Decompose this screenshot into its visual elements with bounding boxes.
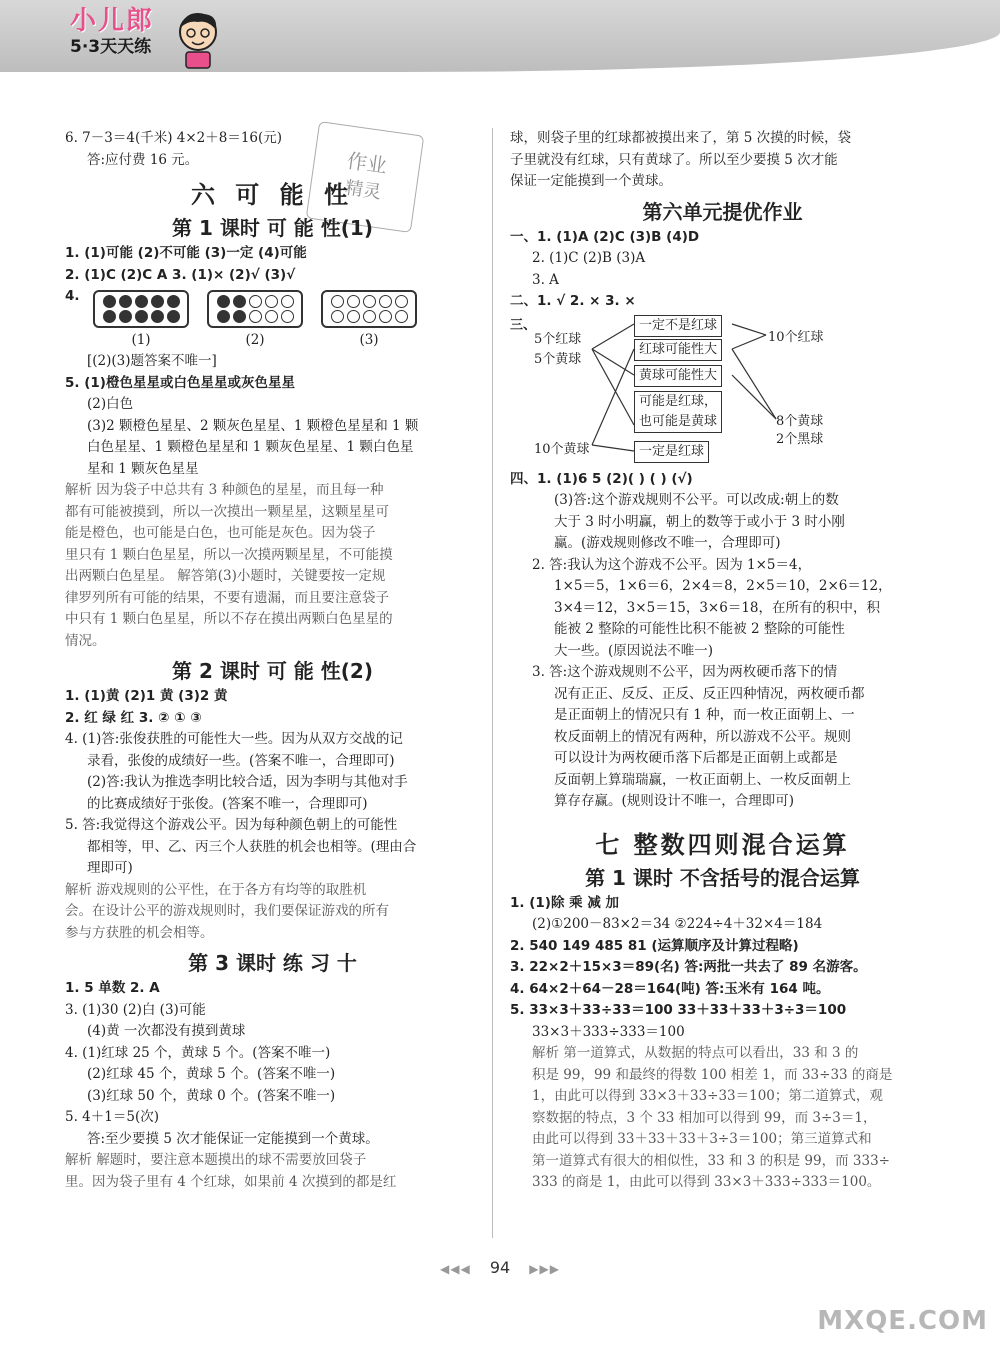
brand-subtitle: 5·3天天练 bbox=[70, 37, 152, 57]
answer-line: 星和 1 颗灰色星星 bbox=[87, 460, 199, 477]
answer-line: 2. 红 绿 红 3. ② ① ③ bbox=[65, 709, 202, 726]
match-box: 黄球可能性大 bbox=[634, 365, 722, 387]
analysis-line: 察数据的特点，3 个 33 相加可以得到 99，而 3÷3＝1， bbox=[532, 1109, 877, 1126]
mascot-icon bbox=[172, 8, 224, 70]
section-title: 第六单元提优作业 bbox=[642, 199, 803, 224]
answer-line: 赢。(游戏规则修改不唯一，合理即可) bbox=[554, 535, 781, 551]
answer-line: 球，则袋子里的红球都被摸出来了，第 5 次摸的时候，袋 bbox=[510, 130, 852, 146]
answer-line: 1. 5 单数 2. A bbox=[65, 980, 160, 996]
match-box: 红球可能性大 bbox=[634, 339, 722, 361]
analysis-line: 积是 99，99 和最终的得数 100 相差 1，而 33÷33 的商是 bbox=[532, 1066, 893, 1083]
analysis-block bbox=[65, 1150, 480, 1193]
answer-line: 1×5＝5，1×6＝6，2×4＝8，2×5＝10，2×6＝12， bbox=[554, 578, 892, 594]
left-column bbox=[65, 128, 480, 1193]
analysis-line: 第一道算式有很大的相似性，33 和 3 的积是 99，而 333÷ bbox=[532, 1152, 890, 1169]
dot-box-3 bbox=[321, 290, 417, 328]
analysis-line: 能是橙色，也可能是白色，也可能是灰色。因为袋子 bbox=[65, 525, 376, 541]
answer-line: (4)黄 一次都没有摸到黄球 bbox=[87, 1023, 246, 1039]
arrows-left-icon: ◀◀◀ bbox=[440, 1262, 471, 1276]
matching-diagram bbox=[510, 315, 935, 465]
answer-line: 3. 答:这个游戏规则不公平，因为两枚硬币落下的情 bbox=[532, 664, 838, 680]
analysis-block bbox=[65, 880, 480, 945]
answer-line: 大于 3 时小明赢，朝上的数等于或小于 3 时小刚 bbox=[554, 513, 845, 530]
answer-line: 四、1. (1)6 5 (2)( ) ( ) (√) bbox=[510, 470, 693, 487]
answer-line: 4. (1)答:张俊获胜的可能性大一些。因为从双方交战的记 bbox=[65, 731, 403, 747]
match-right-label: 10个红球 bbox=[768, 329, 824, 345]
answer-line: 理即可) bbox=[87, 860, 133, 876]
answer-line: 5. 33×3＋33÷33＝100 33＋33＋33＋3÷3＝100 bbox=[510, 1002, 847, 1018]
answer-line: 1. (1)除 乘 减 加 bbox=[510, 894, 620, 911]
answer-line: 况有正正、反反、正反、反正四种情况，两枚硬币都 bbox=[554, 685, 865, 702]
answer-line: 2. (1)C (2)C A 3. (1)× (2)√ (3)√ bbox=[65, 266, 296, 283]
answer-line: 的比赛成绩好于张俊。(答案不唯一，合理即可) bbox=[87, 795, 368, 812]
lesson-title: 第 1 课时 不含括号的混合运算 bbox=[585, 865, 860, 890]
answer-line: 录看，张俊的成绩好一些。(答案不唯一，合理即可) bbox=[87, 752, 395, 769]
answer-line: 3. (1)30 (2)白 (3)可能 bbox=[65, 1001, 206, 1018]
match-right-label: 2个黑球 bbox=[776, 431, 824, 447]
analysis-line: 解析 游戏规则的公平性，在于各方有均等的取胜机 bbox=[65, 881, 367, 898]
page-number-value: 94 bbox=[489, 1258, 511, 1277]
answer-line: 4. bbox=[65, 288, 80, 304]
arrows-right-icon: ▶▶▶ bbox=[529, 1262, 560, 1276]
answer-line: 一、1. (1)A (2)C (3)B (4)D bbox=[510, 228, 700, 245]
analysis-line: 1，由此可以得到 33×3＋33÷33＝100；第二道算式，观 bbox=[532, 1088, 883, 1104]
brand-logo bbox=[70, 6, 154, 58]
match-left-label: 5个黄球 bbox=[534, 351, 582, 367]
answer-line: 1. (1)黄 (2)1 黄 (3)2 黄 bbox=[65, 688, 228, 704]
answer-line: 保证一定能摸到一个黄球。 bbox=[510, 173, 672, 189]
answer-line: 是正面朝上的情况只有 1 种，而一枚正面朝上、一 bbox=[554, 707, 855, 723]
right-column bbox=[510, 128, 935, 1194]
dot-box-1 bbox=[93, 290, 189, 328]
answer-line: 反面朝上算瑞瑞赢，一枚正面朝上、一枚反面朝上 bbox=[554, 771, 851, 788]
match-box-line: 可能是红球， bbox=[639, 393, 718, 409]
analysis-line: 里。因为袋子里有 4 个红球，如果前 4 次摸到的都是红 bbox=[65, 1173, 397, 1190]
answer-line: 5. 答:我觉得这个游戏公平。因为每种颜色朝上的可能性 bbox=[65, 817, 398, 833]
page-header bbox=[0, 0, 1000, 80]
analysis-block bbox=[510, 1043, 935, 1194]
answer-line: 4. (1)红球 25 个，黄球 5 个。(答案不唯一) bbox=[65, 1044, 331, 1061]
answer-line: 1. (1)可能 (2)不可能 (3)一定 (4)可能 bbox=[65, 245, 307, 261]
answer-line: 答:应付费 16 元。 bbox=[87, 151, 199, 168]
answer-line: 2. (1)C (2)B (3)A bbox=[532, 250, 646, 266]
brand-title: 小儿郎 bbox=[70, 6, 155, 36]
answer-line: 二、1. √ 2. × 3. × bbox=[510, 293, 636, 309]
answer-line: 5. 4＋1＝5(次) bbox=[65, 1109, 159, 1125]
unit-title: 七 整数四则混合运算 bbox=[595, 830, 850, 859]
dot-boxes bbox=[65, 290, 480, 328]
match-box: 一定是红球 bbox=[634, 441, 709, 463]
answer-line: (2)红球 45 个，黄球 5 个。(答案不唯一) bbox=[87, 1066, 336, 1082]
answer-line: 子里就没有红球，只有黄球了。所以至少要摸 5 次才能 bbox=[510, 151, 838, 168]
analysis-line: 出两颗白色星星。 解答第(3)小题时，关键要按一定规 bbox=[65, 568, 386, 584]
lesson-title: 第 2 课时 可 能 性(2) bbox=[172, 659, 373, 683]
analysis-line: 会。在设计公平的游戏规则时，我们要保证游戏的所有 bbox=[65, 903, 389, 919]
stamp-text-2: 精灵 bbox=[343, 177, 383, 204]
analysis-line: 里只有 1 颗白色星星，所以一次摸两颗星星，不可能摸 bbox=[65, 546, 393, 563]
match-box: 一定不是红球 bbox=[634, 315, 722, 337]
analysis-line: 都有可能被摸到，所以一次摸出一颗星星，这颗星星可 bbox=[65, 503, 389, 520]
answer-line: 2. 540 149 485 81 (运算顺序及计算过程略) bbox=[510, 937, 799, 954]
stamp-text-1: 作业 bbox=[345, 148, 389, 178]
box-caption: (2) bbox=[245, 331, 265, 348]
analysis-line: 律罗列所有可能的结果，不要有遗漏，而且要注意袋子 bbox=[65, 589, 389, 606]
match-left-label: 5个红球 bbox=[534, 331, 582, 347]
answer-line: 可以设计为两枚硬币落下后都是正面朝上或都是 bbox=[554, 750, 838, 766]
answer-line: (2)答:我认为推选李明比较合适，因为李明与其他对手 bbox=[87, 774, 408, 790]
lesson-title: 第 3 课时 练 习 十 bbox=[188, 951, 357, 975]
analysis-line: 由此可以得到 33＋33＋33＋3÷3＝100；第三道算式和 bbox=[532, 1131, 872, 1147]
answer-line: 大一些。(原因说法不唯一) bbox=[554, 642, 714, 659]
analysis-line: 情况。 bbox=[65, 632, 106, 649]
analysis-line: 333 的商是 1，由此可以得到 33×3＋333÷333＝100。 bbox=[532, 1174, 881, 1190]
answer-line: 3×4＝12，3×5＝15，3×6＝18，在所有的积中，积 bbox=[554, 599, 881, 616]
site-watermark: MXQE.COM bbox=[817, 1306, 988, 1336]
dot-box-captions bbox=[65, 330, 480, 352]
analysis-line: 参与方获胜的机会相等。 bbox=[65, 924, 214, 941]
answer-line: 3. 22×2＋15×3＝89(名) 答:两批一共去了 89 名游客。 bbox=[510, 959, 867, 975]
analysis-block bbox=[65, 480, 480, 652]
answer-line: 6. 7－3＝4(千米) 4×2＋8＝16(元) bbox=[65, 130, 283, 146]
answer-line: 白色星星、1 颗橙色星星和 1 颗灰色星星、1 颗白色星 bbox=[87, 439, 414, 455]
analysis-line: 中只有 1 颗白色星星，所以不存在摸出两颗白色星星的 bbox=[65, 611, 393, 627]
column-divider bbox=[492, 128, 493, 1238]
box-caption: (3) bbox=[359, 331, 379, 348]
answer-line: 5. (1)橙色星星或白色星星或灰色星星 bbox=[65, 374, 295, 391]
page-number bbox=[420, 1258, 580, 1277]
answer-note: [(2)(3)题答案不唯一] bbox=[87, 353, 217, 369]
answer-line: (3)2 颗橙色星星、2 颗灰色星星、1 颗橙色星星和 1 颗 bbox=[87, 417, 419, 434]
answer-line: (3)红球 50 个，黄球 0 个。(答案不唯一) bbox=[87, 1087, 336, 1104]
match-lines bbox=[510, 315, 935, 465]
match-left-label: 10个黄球 bbox=[534, 441, 590, 457]
answer-line: 算存存赢。(规则设计不唯一，合理即可) bbox=[554, 793, 795, 809]
analysis-line: 解析 因为袋子中总共有 3 种颜色的星星，而且每一种 bbox=[65, 482, 384, 498]
answer-line: (2)①200－83×2＝34 ②224÷4＋32×4＝184 bbox=[532, 916, 823, 932]
answer-line: (2)白色 bbox=[87, 396, 134, 412]
match-section-label: 三、 bbox=[510, 317, 537, 333]
answer-line: 答:至少要摸 5 次才能保证一定能摸到一个黄球。 bbox=[87, 1130, 379, 1147]
answer-line: 4. 64×2＋64－28＝164(吨) 答:玉米有 164 吨。 bbox=[510, 980, 830, 997]
answer-line: 枚反面朝上的情况有两种，所以游戏不公平。规则 bbox=[554, 728, 851, 745]
match-box-line: 也可能是黄球 bbox=[639, 413, 718, 429]
analysis-line: 解析 解题时，要注意本题摸出的球不需要放回袋子 bbox=[65, 1152, 367, 1168]
analysis-line: 解析 第一道算式，从数据的特点可以看出，33 和 3 的 bbox=[532, 1045, 859, 1061]
lesson-title: 第 1 课时 可 能 性(1) bbox=[172, 216, 373, 240]
answer-line: 都相等，甲、乙、丙三个人获胜的机会也相等。(理由合 bbox=[87, 838, 417, 855]
match-right-label: 8个黄球 bbox=[776, 413, 824, 429]
dot-box-2 bbox=[207, 290, 303, 328]
answer-line: 3. A bbox=[532, 271, 559, 288]
answer-line: (3)答:这个游戏规则不公平。可以改成:朝上的数 bbox=[554, 492, 839, 508]
answer-line: 33×3＋333÷333＝100 bbox=[532, 1023, 685, 1040]
match-box-double bbox=[634, 391, 722, 433]
answer-line: 能被 2 整除的可能性比积不能被 2 整除的可能性 bbox=[554, 621, 845, 637]
unit-title: 六 可 能 性 bbox=[190, 181, 355, 209]
answer-line: 2. 答:我认为这个游戏不公平。因为 1×5＝4， bbox=[532, 556, 812, 573]
box-caption: (1) bbox=[131, 331, 151, 348]
